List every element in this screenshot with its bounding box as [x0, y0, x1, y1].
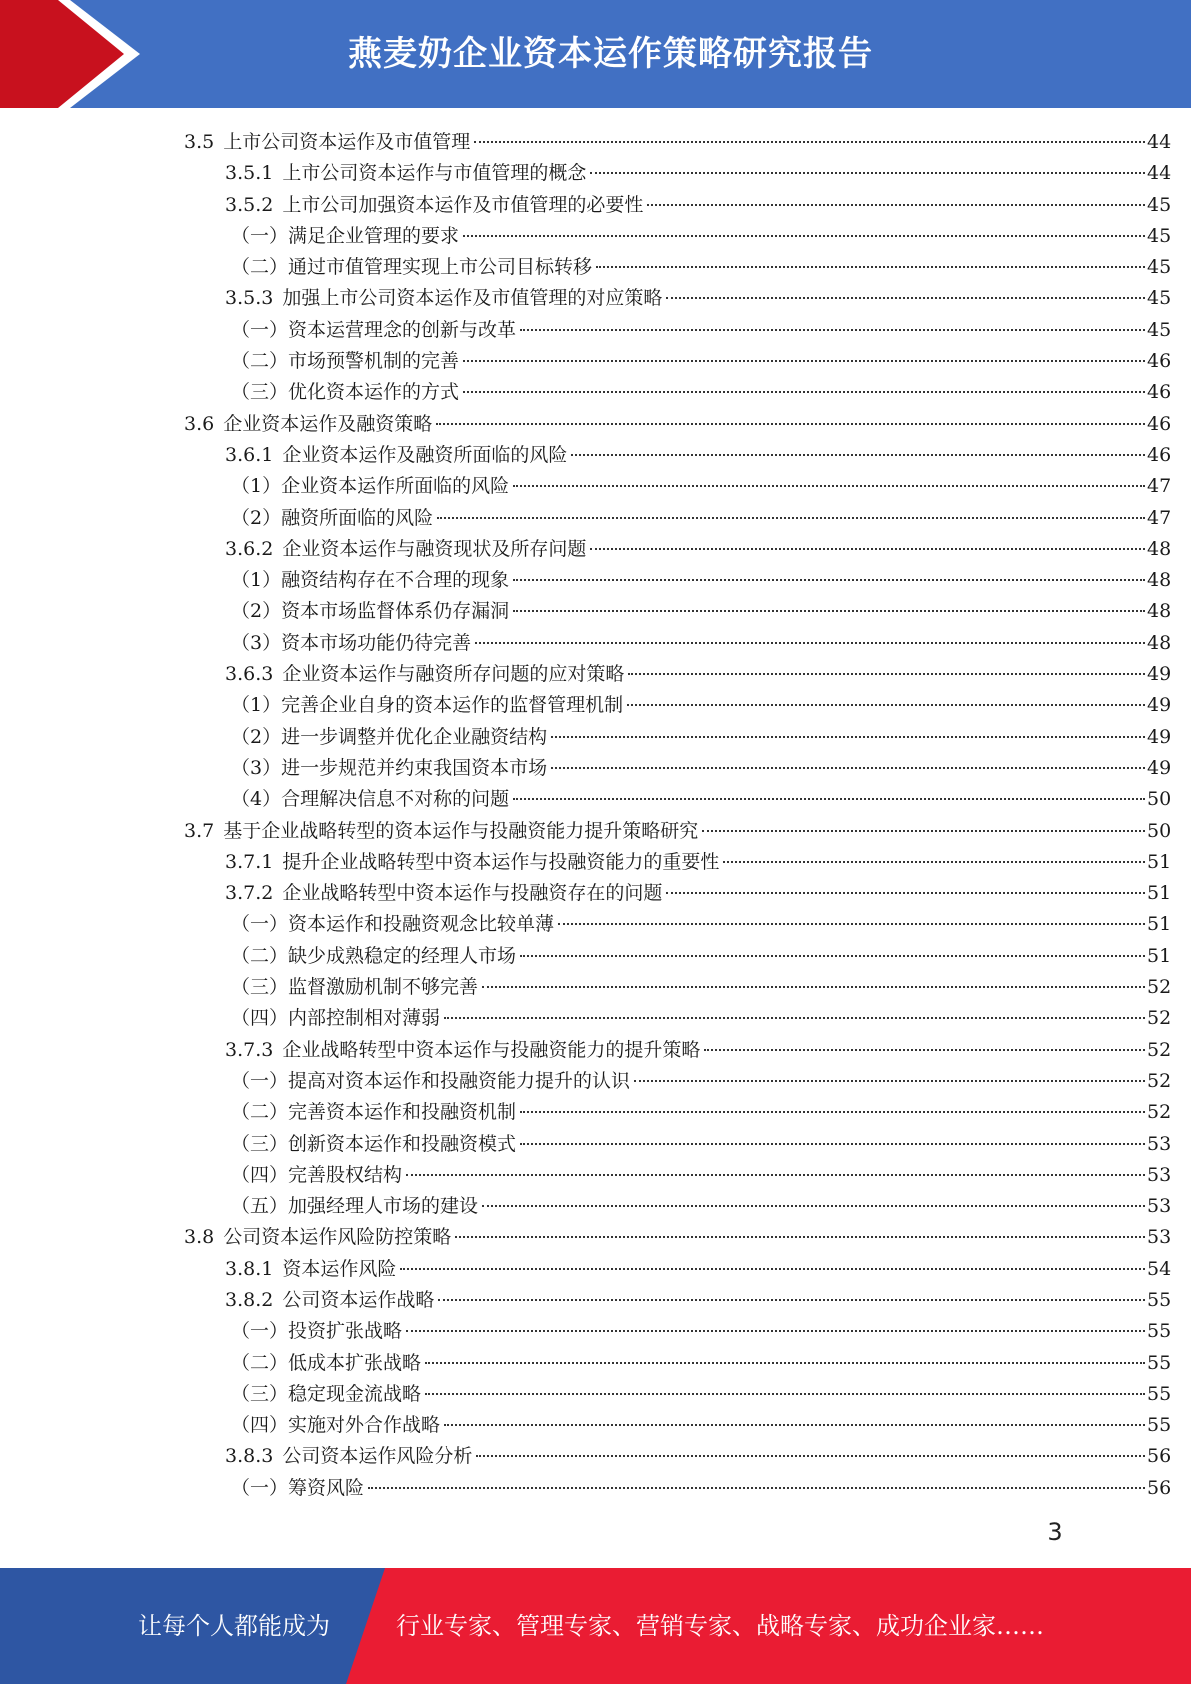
toc-entry[interactable]: [0, 252, 1191, 283]
toc-dot-leader: [551, 736, 1145, 738]
toc-entry-page: 44: [1147, 162, 1172, 185]
toc-entry-title: （二）通过市值管理实现上市公司目标转移: [231, 256, 593, 279]
toc-entry-page: 49: [1147, 725, 1172, 748]
toc-entry[interactable]: [0, 409, 1191, 440]
toc-entry-number: 3.7.2: [225, 882, 274, 905]
toc-entry-title: 资本运作风险: [282, 1257, 397, 1280]
toc-entry-page: 51: [1147, 882, 1172, 905]
toc-entry-title: （四）完善股权结构: [231, 1163, 403, 1186]
toc-entry[interactable]: [0, 377, 1191, 408]
toc-dot-leader: [551, 767, 1145, 769]
toc-entry-number: 3.8.2: [225, 1288, 274, 1311]
toc-entry[interactable]: [0, 565, 1191, 596]
footer-slogan: 让每个人都能成为: [138, 1612, 330, 1640]
toc-dot-leader: [474, 141, 1145, 143]
toc-dot-leader: [520, 1143, 1145, 1145]
toc-entry[interactable]: [0, 1129, 1191, 1160]
toc-entry[interactable]: [0, 1379, 1191, 1410]
page-footer: [0, 1568, 1191, 1684]
toc-dot-leader: [455, 1236, 1145, 1238]
toc-entry-number: 3.7: [184, 819, 215, 842]
toc-entry[interactable]: [0, 1097, 1191, 1128]
toc-dot-leader: [444, 1424, 1145, 1426]
toc-entry-title: （五）加强经理人市场的建设: [231, 1195, 479, 1218]
toc-entry-title: （3）资本市场功能仍待完善: [231, 631, 472, 654]
toc-dot-leader: [647, 204, 1145, 206]
toc-entry-title: （二）低成本扩张战略: [231, 1351, 422, 1374]
toc-entry-title: 公司资本运作风险分析: [282, 1445, 473, 1468]
toc-entry-title: 公司资本运作战略: [282, 1288, 435, 1311]
toc-entry-title: （一）筹资风险: [231, 1476, 365, 1499]
toc-entry-page: 51: [1147, 850, 1172, 873]
toc-entry-page: 46: [1147, 350, 1172, 373]
toc-entry-page: 53: [1147, 1226, 1172, 1249]
toc-dot-leader: [425, 1362, 1145, 1364]
toc-entry-title: （1）融资结构存在不合理的现象: [231, 569, 510, 592]
toc-entry-title: （一）资本运营理念的创新与改革: [231, 318, 517, 341]
toc-entry-title: 企业资本运作及融资所面临的风险: [282, 443, 568, 466]
toc-entry-page: 50: [1147, 819, 1172, 842]
page-number: 3: [1047, 1518, 1063, 1546]
toc-entry-page: 49: [1147, 663, 1172, 686]
toc-entry-page: 53: [1147, 1132, 1172, 1155]
table-of-contents: [0, 127, 1191, 1504]
toc-entry-title: （三）创新资本运作和投融资模式: [231, 1132, 517, 1155]
toc-entry-page: 52: [1147, 1038, 1172, 1061]
toc-entry-title: （四）实施对外合作战略: [231, 1414, 441, 1437]
toc-entry-number: 3.5: [184, 131, 215, 153]
toc-entry-page: 55: [1147, 1288, 1172, 1311]
toc-entry[interactable]: [0, 1410, 1191, 1441]
toc-dot-leader: [476, 1455, 1145, 1457]
toc-entry[interactable]: [0, 346, 1191, 377]
toc-entry-page: 50: [1147, 788, 1172, 811]
toc-dot-leader: [520, 329, 1145, 331]
toc-entry[interactable]: [0, 1191, 1191, 1222]
footer-roles: 行业专家、管理专家、营销专家、战略专家、成功企业家……: [396, 1612, 1044, 1640]
toc-entry-number: 3.7.1: [225, 850, 274, 873]
toc-entry-title: （2）融资所面临的风险: [231, 506, 434, 529]
toc-entry-title: （二）市场预警机制的完善: [231, 350, 460, 373]
toc-dot-leader: [558, 923, 1145, 925]
toc-entry-title: （二）完善资本运作和投融资机制: [231, 1101, 517, 1124]
toc-dot-leader: [590, 548, 1145, 550]
toc-entry-page: 49: [1147, 756, 1172, 779]
toc-entry-page: 48: [1147, 569, 1172, 592]
toc-entry[interactable]: [0, 722, 1191, 753]
toc-entry-title: 提升企业战略转型中资本运作与投融资能力的重要性: [282, 850, 720, 873]
toc-dot-leader: [520, 955, 1145, 957]
toc-dot-leader: [634, 1080, 1145, 1082]
toc-entry[interactable]: [0, 628, 1191, 659]
toc-entry-page: 45: [1147, 287, 1172, 310]
toc-entry[interactable]: [0, 534, 1191, 565]
toc-entry-title: 企业战略转型中资本运作与投融资存在的问题: [282, 882, 663, 905]
toc-entry[interactable]: [0, 1222, 1191, 1253]
toc-dot-leader: [571, 454, 1145, 456]
toc-entry-number: 3.8: [184, 1226, 215, 1249]
toc-entry[interactable]: [0, 1160, 1191, 1191]
toc-dot-leader: [513, 610, 1145, 612]
toc-entry-page: 46: [1147, 381, 1172, 404]
toc-entry-page: 51: [1147, 944, 1172, 967]
toc-entry-number: 3.8.3: [225, 1445, 274, 1468]
toc-entry[interactable]: [0, 753, 1191, 784]
toc-entry-title: （1）企业资本运作所面临的风险: [231, 475, 510, 498]
toc-entry-page: 56: [1147, 1476, 1172, 1499]
toc-entry-page: 56: [1147, 1445, 1172, 1468]
toc-entry-page: 52: [1147, 976, 1172, 999]
toc-entry[interactable]: [0, 1035, 1191, 1066]
toc-entry[interactable]: [0, 690, 1191, 721]
toc-entry[interactable]: [0, 1285, 1191, 1316]
toc-entry[interactable]: [0, 440, 1191, 471]
toc-entry-title: 上市公司资本运作及市值管理: [223, 131, 471, 153]
toc-entry[interactable]: [0, 158, 1191, 189]
toc-dot-leader: [368, 1487, 1145, 1489]
toc-entry-title: 企业资本运作与融资所存问题的应对策略: [282, 663, 625, 686]
toc-entry-page: 53: [1147, 1195, 1172, 1218]
toc-dot-leader: [463, 360, 1145, 362]
page-header: [0, 0, 1191, 111]
toc-entry[interactable]: [0, 784, 1191, 815]
toc-entry-page: 52: [1147, 1101, 1172, 1124]
toc-entry-page: 44: [1147, 131, 1172, 153]
toc-dot-leader: [628, 673, 1145, 675]
toc-entry-title: 基于企业战略转型的资本运作与投融资能力提升策略研究: [223, 819, 699, 842]
toc-dot-leader: [520, 1111, 1145, 1113]
toc-dot-leader: [406, 1330, 1145, 1332]
toc-entry-title: （三）监督激励机制不够完善: [231, 976, 479, 999]
toc-entry-page: 55: [1147, 1351, 1172, 1374]
toc-entry-page: 45: [1147, 224, 1172, 247]
toc-entry-title: （2）资本市场监督体系仍存漏洞: [231, 600, 510, 623]
toc-entry-title: 企业资本运作及融资策略: [223, 412, 433, 435]
toc-entry[interactable]: [0, 1348, 1191, 1379]
toc-entry[interactable]: [0, 941, 1191, 972]
toc-entry[interactable]: [0, 127, 1191, 158]
toc-entry[interactable]: [0, 1003, 1191, 1034]
toc-entry-page: 46: [1147, 412, 1172, 435]
report-title: 燕麦奶企业资本运作策略研究报告: [348, 34, 873, 74]
toc-entry-page: 55: [1147, 1382, 1172, 1405]
toc-entry[interactable]: [0, 315, 1191, 346]
toc-entry-title: 上市公司资本运作与市值管理的概念: [282, 162, 587, 185]
toc-entry-page: 47: [1147, 475, 1172, 498]
toc-dot-leader: [513, 485, 1145, 487]
toc-entry-page: 48: [1147, 537, 1172, 560]
toc-entry-page: 45: [1147, 256, 1172, 279]
toc-entry-page: 52: [1147, 1069, 1172, 1092]
toc-dot-leader: [666, 297, 1145, 299]
toc-entry-page: 55: [1147, 1320, 1172, 1343]
toc-entry-number: 3.6: [184, 412, 215, 435]
toc-dot-leader: [444, 1017, 1145, 1019]
toc-entry-number: 3.5.2: [225, 193, 274, 216]
toc-entry-title: 加强上市公司资本运作及市值管理的对应策略: [282, 287, 663, 310]
toc-entry[interactable]: [0, 878, 1191, 909]
toc-entry-title: （三）优化资本运作的方式: [231, 381, 460, 404]
toc-entry-page: 46: [1147, 443, 1172, 466]
toc-dot-leader: [723, 861, 1145, 863]
toc-entry[interactable]: [0, 471, 1191, 502]
toc-entry-page: 45: [1147, 318, 1172, 341]
toc-entry-page: 45: [1147, 193, 1172, 216]
toc-entry[interactable]: [0, 1254, 1191, 1285]
toc-entry[interactable]: [0, 659, 1191, 690]
toc-dot-leader: [406, 1174, 1145, 1176]
toc-dot-leader: [704, 1049, 1145, 1051]
toc-dot-leader: [475, 642, 1145, 644]
toc-entry[interactable]: [0, 909, 1191, 940]
toc-entry-title: 企业资本运作与融资现状及所存问题: [282, 537, 587, 560]
toc-entry[interactable]: [0, 503, 1191, 534]
toc-dot-leader: [482, 986, 1145, 988]
toc-entry[interactable]: [0, 816, 1191, 847]
toc-dot-leader: [596, 266, 1145, 268]
toc-dot-leader: [438, 1299, 1145, 1301]
toc-entry-title: 企业战略转型中资本运作与投融资能力的提升策略: [282, 1038, 701, 1061]
toc-entry-number: 3.5.1: [225, 162, 274, 185]
toc-entry-title: （一）满足企业管理的要求: [231, 224, 460, 247]
toc-dot-leader: [482, 1205, 1145, 1207]
toc-dot-leader: [425, 1393, 1145, 1395]
toc-dot-leader: [513, 798, 1145, 800]
toc-entry-page: 47: [1147, 506, 1172, 529]
toc-dot-leader: [436, 423, 1145, 425]
toc-entry[interactable]: [0, 283, 1191, 314]
toc-entry-title: （一）投资扩张战略: [231, 1320, 403, 1343]
toc-entry-title: 公司资本运作风险防控策略: [223, 1226, 452, 1249]
toc-entry-title: （二）缺少成熟稳定的经理人市场: [231, 944, 517, 967]
toc-entry-title: （4）合理解决信息不对称的问题: [231, 788, 510, 811]
toc-entry-number: 3.6.2: [225, 537, 274, 560]
toc-entry[interactable]: [0, 221, 1191, 252]
toc-dot-leader: [463, 235, 1145, 237]
toc-entry-page: 52: [1147, 1007, 1172, 1030]
toc-entry-title: （一）提高对资本运作和投融资能力提升的认识: [231, 1069, 631, 1092]
toc-entry[interactable]: [0, 596, 1191, 627]
toc-dot-leader: [463, 391, 1145, 393]
toc-dot-leader: [590, 172, 1145, 174]
toc-entry-number: 3.8.1: [225, 1257, 274, 1280]
toc-dot-leader: [437, 517, 1145, 519]
toc-dot-leader: [400, 1268, 1145, 1270]
toc-entry-page: 51: [1147, 913, 1172, 936]
toc-entry-title: （2）进一步调整并优化企业融资结构: [231, 725, 548, 748]
toc-dot-leader: [702, 830, 1145, 832]
toc-entry[interactable]: [0, 190, 1191, 221]
toc-entry-page: 53: [1147, 1163, 1172, 1186]
toc-entry-page: 54: [1147, 1257, 1172, 1280]
toc-entry-title: （1）完善企业自身的资本运作的监督管理机制: [231, 694, 624, 717]
toc-entry-number: 3.6.1: [225, 443, 274, 466]
toc-entry[interactable]: [0, 1473, 1191, 1504]
toc-entry-title: （一）资本运作和投融资观念比较单薄: [231, 913, 555, 936]
toc-dot-leader: [513, 579, 1145, 581]
toc-entry-page: 48: [1147, 631, 1172, 654]
toc-entry[interactable]: [0, 847, 1191, 878]
toc-entry-page: 55: [1147, 1414, 1172, 1437]
toc-entry-number: 3.5.3: [225, 287, 274, 310]
toc-entry[interactable]: [0, 1066, 1191, 1097]
toc-entry-title: 上市公司加强资本运作及市值管理的必要性: [282, 193, 644, 216]
toc-dot-leader: [627, 704, 1145, 706]
toc-entry[interactable]: [0, 1441, 1191, 1472]
toc-entry-number: 3.7.3: [225, 1038, 274, 1061]
toc-entry-title: （3）进一步规范并约束我国资本市场: [231, 756, 548, 779]
toc-entry[interactable]: [0, 1316, 1191, 1347]
toc-entry-number: 3.6.3: [225, 663, 274, 686]
toc-entry-title: （四）内部控制相对薄弱: [231, 1007, 441, 1030]
toc-entry-page: 49: [1147, 694, 1172, 717]
toc-entry-page: 48: [1147, 600, 1172, 623]
toc-entry-title: （三）稳定现金流战略: [231, 1382, 422, 1405]
toc-dot-leader: [666, 892, 1145, 894]
toc-entry[interactable]: [0, 972, 1191, 1003]
